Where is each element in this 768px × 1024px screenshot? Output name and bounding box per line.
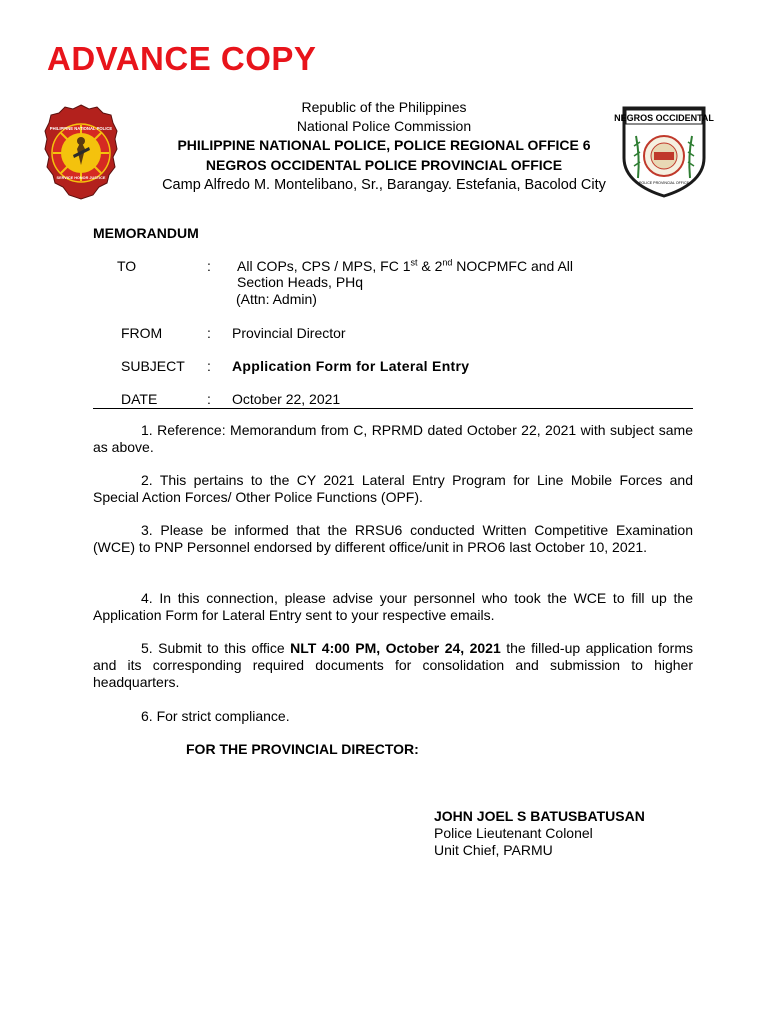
subject-colon: : <box>207 358 211 374</box>
date-colon: : <box>207 391 211 407</box>
closing-line: FOR THE PROVINCIAL DIRECTOR: <box>186 741 419 757</box>
header-address: Camp Alfredo M. Montelibano, Sr., Barangay. Estefania, Bacolod City <box>162 177 606 193</box>
to-label: TO <box>117 258 137 274</box>
header-commission: National Police Commission <box>296 118 472 134</box>
to-recipients-line2: Section Heads, PHq <box>237 274 364 290</box>
date-value: October 22, 2021 <box>232 391 341 407</box>
paragraph-3: 3. Please be informed that the RRSU6 conducted Written Competitive Examination (WCE) to PNP Personnel endorsed by different office/unit in PRO6 last October 10, 2021. <box>93 522 693 555</box>
subject-value: Application Form for Lateral Entry <box>232 358 470 374</box>
signatory-name: JOHN JOEL S BATUSBATUSAN <box>434 808 645 824</box>
date-label: DATE <box>121 391 158 407</box>
memorandum-title: MEMORANDUM <box>93 225 199 241</box>
paragraph-5: 5. Submit to this office NLT 4:00 PM, October 24, 2021 the filled-up application forms and its corresponding required documents for consolidation and submission to higher headquarters. <box>93 640 693 690</box>
from-label: FROM <box>121 325 163 341</box>
signatory-rank: Police Lieutenant Colonel <box>434 825 593 841</box>
paragraph-6: 6. For strict compliance. <box>141 708 290 724</box>
header-republic: Republic of the Philippines <box>301 99 467 115</box>
from-value: Provincial Director <box>232 325 346 341</box>
svg-text:POLICE PROVINCIAL OFFICE: POLICE PROVINCIAL OFFICE <box>639 181 689 185</box>
svg-text:SERVICE HONOR JUSTICE: SERVICE HONOR JUSTICE <box>56 176 106 180</box>
from-colon: : <box>207 325 211 341</box>
paragraph-2: 2. This pertains to the CY 2021 Lateral Entry Program for Line Mobile Forces and Special Action Forces/ Other Police Functions (OPF). <box>93 472 693 505</box>
subject-label: SUBJECT <box>121 358 185 374</box>
paragraph-1: 1. Reference: Memorandum from C, RPRMD dated October 22, 2021 with subject same as above. <box>93 422 693 455</box>
to-colon: : <box>207 258 211 274</box>
signatory-position: Unit Chief, PARMU <box>434 842 553 858</box>
to-recipients-line1: All COPs, CPS / MPS, FC 1st & 2nd NOCPMFC and All <box>237 257 574 274</box>
paragraph-4: 4. In this connection, please advise your personnel who took the WCE to fill up the Application Form for Lateral Entry sent to your respective emails. <box>93 590 693 623</box>
svg-text:PHILIPPINE NATIONAL POLICE: PHILIPPINE NATIONAL POLICE <box>49 126 113 131</box>
to-attention: (Attn: Admin) <box>236 291 317 307</box>
svg-text:NEGROS OCCIDENTAL: NEGROS OCCIDENTAL <box>614 113 714 123</box>
header-ppo: NEGROS OCCIDENTAL POLICE PROVINCIAL OFFICE <box>205 157 563 173</box>
advance-copy-stamp: ADVANCE COPY <box>47 40 317 77</box>
header-pro6: PHILIPPINE NATIONAL POLICE, POLICE REGIONAL OFFICE 6 <box>177 137 591 153</box>
header-divider <box>93 408 693 409</box>
